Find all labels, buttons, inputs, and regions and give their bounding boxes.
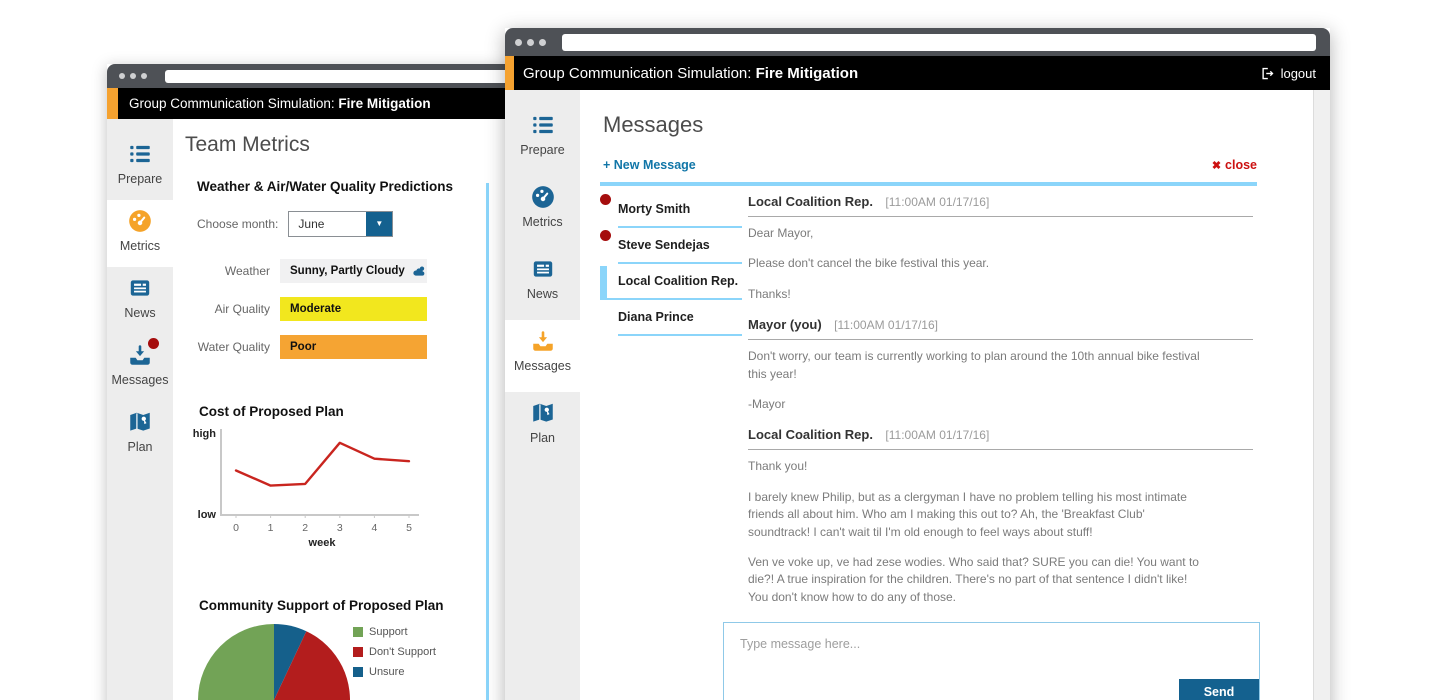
air-quality-row bbox=[197, 297, 427, 321]
conversation-steve-sendejas[interactable] bbox=[600, 228, 742, 264]
message bbox=[748, 316, 1253, 413]
conversation-list bbox=[600, 192, 742, 336]
message-sender: Local Coalition Rep. bbox=[748, 194, 873, 209]
send-button[interactable]: Send bbox=[1179, 679, 1259, 700]
weather-value-text: Sunny, Partly Cloudy bbox=[290, 265, 405, 277]
app-title bbox=[505, 65, 1260, 82]
svg-text:high: high bbox=[192, 428, 216, 440]
sidebar-item-messages[interactable] bbox=[505, 320, 580, 392]
sidebar-item-label: Messages bbox=[111, 373, 169, 387]
browser-chrome bbox=[505, 28, 1330, 56]
svg-text:0: 0 bbox=[233, 522, 239, 534]
scrollbar[interactable] bbox=[1313, 90, 1330, 700]
divider bbox=[600, 182, 1257, 186]
weather-row bbox=[197, 259, 427, 283]
legend-label: Unsure bbox=[369, 666, 405, 678]
window-dot[interactable] bbox=[119, 73, 125, 79]
pie-legend-swatch-0 bbox=[353, 627, 363, 637]
legend-item bbox=[353, 666, 436, 678]
legend-item bbox=[353, 626, 436, 638]
sidebar-item-news[interactable] bbox=[505, 248, 580, 320]
app-title-sim-name: Fire Mitigation bbox=[755, 64, 859, 82]
message-paragraph: Thanks! bbox=[748, 286, 791, 301]
inbox-icon bbox=[127, 342, 153, 368]
logout-label: logout bbox=[1280, 65, 1316, 81]
message-header bbox=[748, 426, 1253, 450]
svg-text:2: 2 bbox=[302, 522, 309, 534]
page-title: Messages bbox=[603, 112, 704, 137]
window-dot[interactable] bbox=[130, 73, 136, 79]
legend-label: Support bbox=[369, 626, 408, 638]
message-paragraph: Dear Mayor, bbox=[748, 226, 814, 240]
sidebar bbox=[505, 90, 580, 700]
message-paragraph: I barely knew Philip, but as a clergyman I have no problem telling his most intimate friends all about him. Who am I making this out to? Ah, the 'Breakfast Club' soundtrack! I can't wait til I'm old enough to feel ways about stuff! bbox=[748, 489, 1187, 539]
sidebar bbox=[107, 119, 173, 700]
pie-legend bbox=[353, 626, 436, 686]
sidebar-item-label: Messages bbox=[514, 359, 571, 373]
weather-section-heading: Weather & Air/Water Quality Predictions bbox=[197, 179, 454, 194]
quality-rows bbox=[197, 259, 427, 373]
message-input[interactable] bbox=[724, 623, 1259, 677]
close-icon: ✖ bbox=[1211, 159, 1222, 172]
weather-value bbox=[280, 259, 427, 283]
message-paragraph: Don't worry, our team is currently working to plan around the 10th annual bike festival this year! bbox=[748, 349, 1200, 381]
choose-month-label: Choose month: bbox=[197, 217, 279, 231]
app-title-prefix: Group Communication Simulation: bbox=[129, 96, 339, 111]
message-paragraph: Ven ve voke up, ve had zese wodies. Who said that? SURE you can die! You want to die?! A true inspiration for the children. There's no part of that sentence I didn't like! You don't know how to do any of those. bbox=[748, 554, 1199, 604]
sidebar-item-label: News bbox=[124, 306, 156, 320]
newspaper-icon bbox=[127, 275, 153, 301]
conversation-local-coalition-rep[interactable] bbox=[600, 264, 742, 300]
message-sender: Mayor (you) bbox=[748, 317, 822, 333]
message bbox=[748, 193, 1253, 303]
message-header bbox=[748, 316, 1253, 340]
window-dot[interactable] bbox=[141, 73, 147, 79]
messages-browser-window bbox=[505, 28, 1330, 700]
sidebar-item-prepare[interactable] bbox=[107, 133, 173, 200]
sidebar-item-prepare[interactable] bbox=[505, 104, 580, 176]
sidebar-item-label: News bbox=[526, 287, 559, 301]
choose-month-row bbox=[197, 211, 393, 237]
air-quality-label: Air Quality bbox=[214, 302, 270, 316]
list-icon bbox=[530, 112, 556, 138]
sidebar-item-label: Prepare bbox=[117, 172, 163, 186]
logout-icon bbox=[1260, 66, 1275, 81]
weather-label: Weather bbox=[224, 264, 270, 278]
close-label: close bbox=[1225, 158, 1257, 172]
sidebar-item-plan[interactable] bbox=[505, 392, 580, 464]
newspaper-icon bbox=[530, 256, 556, 282]
cost-line-chart bbox=[191, 423, 429, 558]
svg-text:week: week bbox=[308, 537, 336, 549]
messages-page bbox=[580, 90, 1330, 700]
water-quality-value: Poor bbox=[280, 335, 427, 359]
message-paragraph: -Mayor bbox=[748, 396, 786, 411]
message-timestamp: [11:00AM 01/17/16] bbox=[834, 318, 938, 333]
map-icon bbox=[530, 400, 556, 426]
conversation-morty-smith[interactable] bbox=[600, 192, 742, 228]
app-title-prefix: Group Communication Simulation: bbox=[523, 64, 756, 82]
app-title-sim-name: Fire Mitigation bbox=[338, 96, 431, 111]
sidebar-item-messages[interactable] bbox=[107, 334, 173, 401]
inbox-icon bbox=[530, 328, 556, 354]
sidebar-item-plan[interactable] bbox=[107, 401, 173, 468]
unread-badge bbox=[148, 338, 159, 349]
sidebar-item-metrics[interactable] bbox=[505, 176, 580, 248]
close-button[interactable] bbox=[1212, 158, 1257, 172]
sidebar-item-news[interactable] bbox=[107, 267, 173, 334]
cost-chart-title: Cost of Proposed Plan bbox=[199, 404, 344, 419]
svg-text:low: low bbox=[197, 509, 216, 521]
svg-text:5: 5 bbox=[406, 522, 412, 534]
window-controls[interactable] bbox=[119, 73, 147, 79]
window-dot[interactable] bbox=[515, 39, 522, 46]
app-title bbox=[107, 96, 431, 111]
window-dot[interactable] bbox=[539, 39, 546, 46]
header-accent-stripe bbox=[505, 56, 514, 90]
message-paragraph: Please don't cancel the bike festival this year. bbox=[748, 256, 990, 271]
message-paragraph: Thank you! bbox=[748, 459, 808, 474]
sidebar-item-metrics[interactable] bbox=[107, 200, 173, 267]
window-dot[interactable] bbox=[527, 39, 534, 46]
month-select-value: June bbox=[298, 217, 325, 231]
message-thread bbox=[748, 193, 1253, 684]
window-controls[interactable] bbox=[515, 39, 546, 46]
water-quality-row bbox=[197, 335, 427, 359]
pie-legend-swatch-1 bbox=[353, 647, 363, 657]
sidebar-item-label: Metrics bbox=[119, 239, 161, 253]
sidebar-item-label: Plan bbox=[529, 431, 556, 445]
water-quality-label: Water Quality bbox=[197, 340, 270, 354]
map-icon bbox=[127, 409, 153, 435]
message-sender: Local Coalition Rep. bbox=[748, 427, 873, 443]
support-pie-chart bbox=[198, 624, 350, 700]
unread-badge bbox=[600, 230, 611, 241]
url-bar[interactable] bbox=[562, 34, 1316, 51]
app-header bbox=[505, 56, 1330, 90]
message-timestamp: [11:00AM 01/17/16] bbox=[885, 195, 990, 209]
message-header bbox=[748, 193, 1253, 217]
conversation-name: Local Coalition Rep. bbox=[618, 274, 739, 288]
legend-item bbox=[353, 646, 436, 658]
legend-label: Don't Support bbox=[369, 646, 436, 658]
chevron-down-icon[interactable]: ▼ bbox=[366, 212, 392, 236]
support-chart-title: Community Support of Proposed Plan bbox=[199, 598, 444, 613]
sidebar-item-label: Prepare bbox=[520, 143, 565, 157]
gauge-icon bbox=[530, 184, 556, 210]
logout-button[interactable] bbox=[1260, 66, 1330, 81]
pie-legend-swatch-2 bbox=[353, 667, 363, 677]
sidebar-item-label: Plan bbox=[127, 440, 153, 454]
svg-text:3: 3 bbox=[336, 522, 343, 534]
svg-text:1: 1 bbox=[267, 522, 274, 534]
conversation-name: Steve Sendejas bbox=[618, 238, 710, 252]
svg-text:4: 4 bbox=[371, 522, 378, 534]
conversation-diana-prince[interactable] bbox=[600, 300, 742, 336]
air-quality-value: Moderate bbox=[280, 297, 427, 321]
list-icon bbox=[127, 141, 153, 167]
partly-cloudy-icon bbox=[411, 263, 427, 279]
message-timestamp: [11:00AM 01/17/16] bbox=[885, 428, 990, 443]
panel-divider bbox=[486, 183, 489, 700]
page-title: Team Metrics bbox=[185, 133, 310, 156]
new-message-button[interactable]: + New Message bbox=[603, 158, 696, 172]
header-accent-stripe bbox=[107, 88, 118, 119]
compose-box bbox=[723, 622, 1260, 700]
month-select[interactable] bbox=[288, 211, 393, 237]
gauge-icon bbox=[127, 208, 153, 234]
unread-badge bbox=[600, 194, 611, 205]
sidebar-item-label: Metrics bbox=[522, 215, 563, 229]
conversation-name: Diana Prince bbox=[618, 310, 694, 324]
conversation-name: Morty Smith bbox=[618, 202, 691, 216]
